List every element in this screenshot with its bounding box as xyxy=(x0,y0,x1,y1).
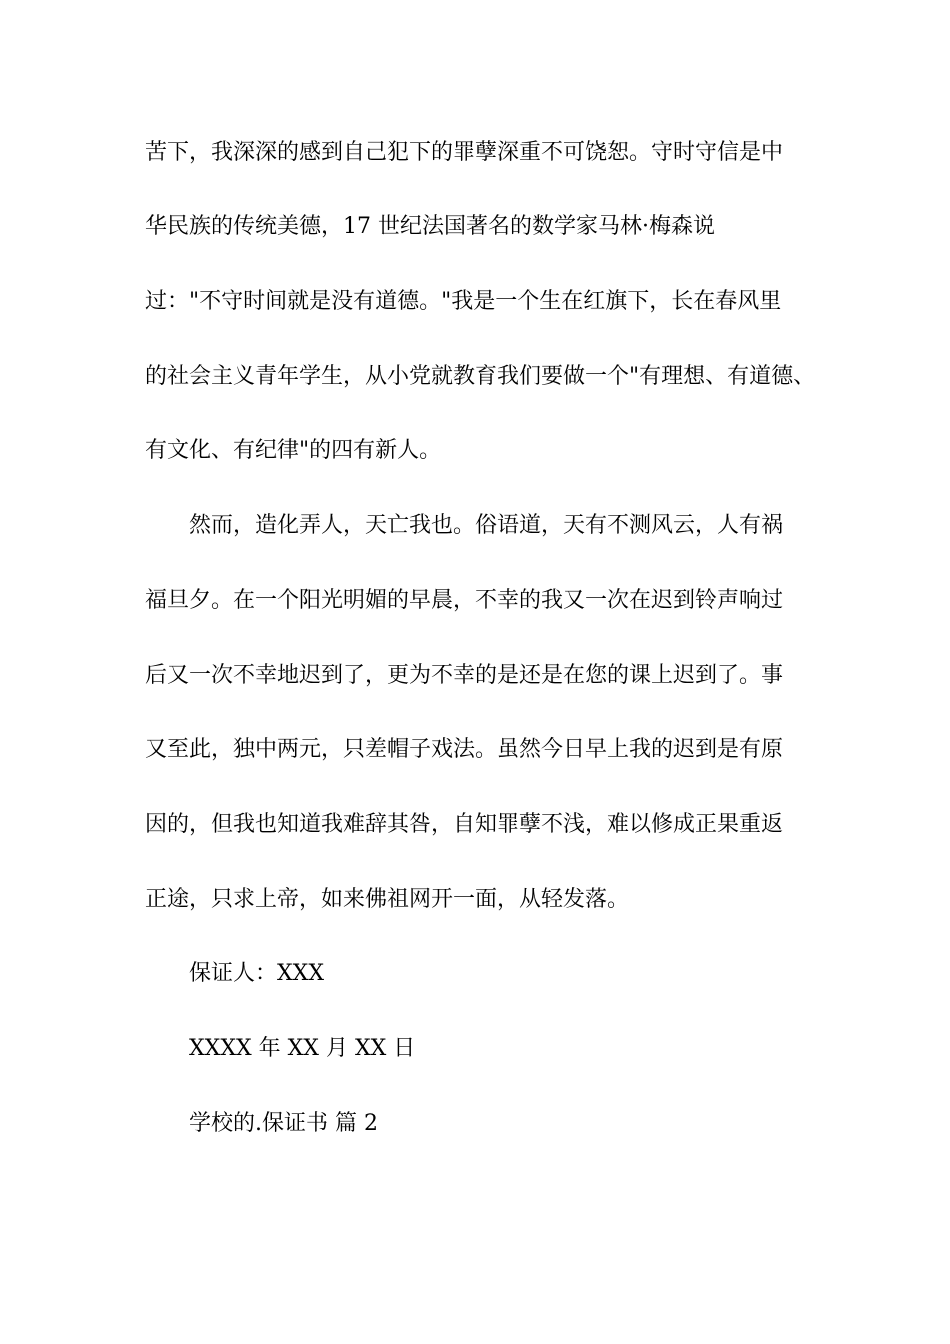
text-line: 因的，但我也知道我难辞其咎，自知罪孽不浅，难以修成正果重返 xyxy=(145,812,784,837)
text-line: 后又一次不幸地迟到了，更为不幸的是还是在您的课上迟到了。事 xyxy=(145,663,784,688)
section-heading: 学校的.保证书 篇 2 xyxy=(189,1111,378,1136)
text-line: 的社会主义青年学生，从小党就教育我们要做一个"有理想、有道德、 xyxy=(145,364,816,389)
text-line: 苦下，我深深的感到自己犯下的罪孽深重不可饶恕。守时守信是中 xyxy=(145,140,784,165)
text-line: 然而，造化弄人，天亡我也。俗语道，天有不测风云，人有祸 xyxy=(189,513,784,538)
text-line: 华民族的传统美德，17 世纪法国著名的数学家马林·梅森说 xyxy=(145,214,715,239)
text-line: 过："不守时间就是没有道德。"我是一个生在红旗下，长在春风里 xyxy=(145,289,782,314)
text-line: 又至此，独中两元，只差帽子戏法。虽然今日早上我的迟到是有原 xyxy=(145,737,784,762)
text-line: 正途，只求上帝，如来佛祖网开一面，从轻发落。 xyxy=(145,887,630,912)
text-line: 福旦夕。在一个阳光明媚的早晨，不幸的我又一次在迟到铃声响过 xyxy=(145,588,784,613)
text-line: 有文化、有纪律"的四有新人。 xyxy=(145,438,442,463)
date-line: XXXX 年 XX 月 XX 日 xyxy=(189,1036,416,1061)
guarantor-line: 保证人：XXX xyxy=(189,961,324,986)
